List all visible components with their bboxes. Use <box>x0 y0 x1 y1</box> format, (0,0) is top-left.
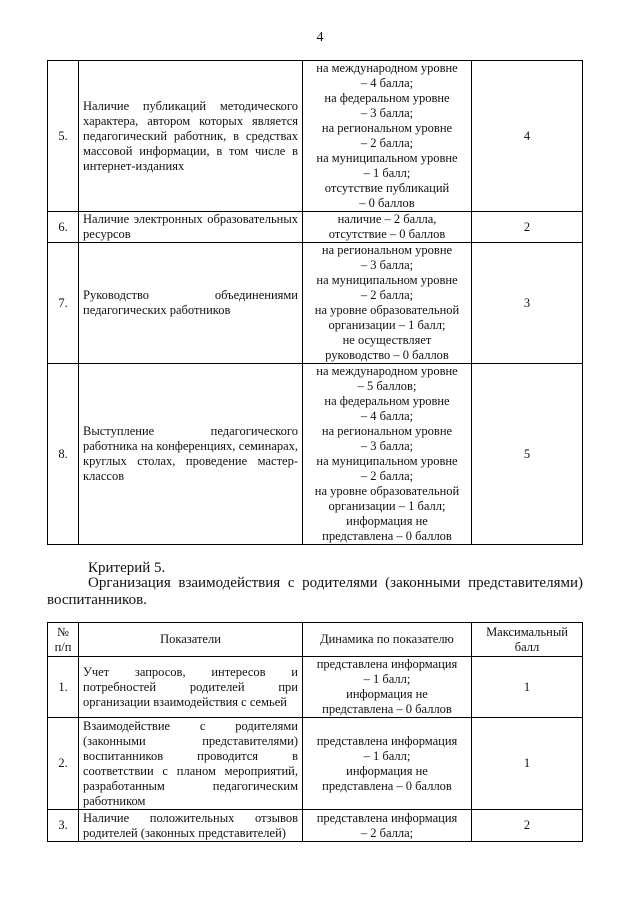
row-number: 3. <box>48 810 79 842</box>
indicator-cell: Учет запросов, интересов и потребностей родителей при организации взаимодействия с семьей <box>79 657 303 718</box>
header-num: № п/п <box>48 623 79 657</box>
dynamics-line: отсутствие – 0 баллов <box>328 227 446 241</box>
header-indicator: Показатели <box>79 623 303 657</box>
dynamics-line: – 2 балла; <box>360 825 414 840</box>
table-row <box>48 718 583 810</box>
indicator-cell: Взаимодействие с родителями (законными представителями) воспитанников проводится в соответствии с планом мероприятий, разработанным педагогическим работником <box>79 718 303 810</box>
dynamics-line: на муниципальном уровне <box>316 273 458 287</box>
dynamics-cell <box>303 212 472 243</box>
dynamics-line: представлена информация <box>316 657 458 671</box>
dynamics-line: представлена информация <box>316 733 458 748</box>
row-number: 2. <box>48 718 79 810</box>
dynamics-line: – 4 балла; <box>360 76 414 90</box>
row-number: 1. <box>48 657 79 718</box>
table-header-row <box>48 623 583 657</box>
max-score: 5 <box>472 364 583 545</box>
dynamics-line: представлена – 0 баллов <box>322 529 452 543</box>
dynamics-line: на региональном уровне <box>321 121 453 135</box>
dynamics-line: – 1 балл; <box>363 748 411 763</box>
indicator-cell: Наличие публикаций методического характера, автором которых является педагогический работник, в средствах массовой информации, в том числе в интернет-изданиях <box>79 61 303 212</box>
table-row <box>48 61 583 212</box>
dynamics-line: руководство – 0 баллов <box>325 348 449 362</box>
dynamics-line: – 3 балла; <box>360 106 414 120</box>
dynamics-line: – 3 балла; <box>360 439 414 453</box>
header-max: Максимальный балл <box>472 623 583 657</box>
dynamics-cell <box>303 718 472 810</box>
dynamics-line: на региональном уровне <box>321 243 453 257</box>
dynamics-line: организации – 1 балл; <box>328 499 446 513</box>
header-dynamics: Динамика по показателю <box>303 623 472 657</box>
indicator-cell: Руководство объединениями педагогических работников <box>79 243 303 364</box>
table-row <box>48 212 583 243</box>
dynamics-cell <box>303 657 472 718</box>
dynamics-line: – 2 балла; <box>360 469 414 483</box>
dynamics-line: на региональном уровне <box>321 424 453 438</box>
dynamics-line: на уровне образовательной <box>314 303 460 317</box>
dynamics-cell <box>303 61 472 212</box>
max-score: 4 <box>472 61 583 212</box>
indicator-cell: Выступление педагогического работника на конференциях, семинарах, круглых столах, проведение мастер-классов <box>79 364 303 545</box>
dynamics-line: – 1 балл; <box>363 672 411 686</box>
max-score: 1 <box>472 718 583 810</box>
max-score: 1 <box>472 657 583 718</box>
criterion-title: Критерий 5. <box>88 560 166 576</box>
dynamics-line: на международном уровне <box>316 364 458 378</box>
table-row <box>48 364 583 545</box>
dynamics-line: представлена информация <box>316 810 458 825</box>
dynamics-cell <box>303 810 472 842</box>
dynamics-line: на уровне образовательной <box>314 484 460 498</box>
dynamics-line: представлена – 0 баллов <box>322 702 452 716</box>
dynamics-line: информация не <box>346 687 428 701</box>
dynamics-line: наличие – 2 балла, <box>337 212 437 226</box>
dynamics-cell <box>303 364 472 545</box>
table-row <box>48 657 583 718</box>
dynamics-line: – 2 балла; <box>360 288 414 302</box>
dynamics-line: не осуществляет <box>342 333 432 347</box>
page-number: 4 <box>316 30 324 45</box>
dynamics-line: на федеральном уровне <box>324 394 450 408</box>
row-number: 7. <box>48 243 79 364</box>
indicator-cell: Наличие положительных отзывов родителей (законных представителей) <box>79 810 303 842</box>
dynamics-line: – 5 баллов; <box>357 379 417 393</box>
dynamics-line: организации – 1 балл; <box>328 318 446 332</box>
dynamics-line: – 3 балла; <box>360 258 414 272</box>
dynamics-line: на международном уровне <box>316 61 458 75</box>
dynamics-line: – 1 балл; <box>363 166 411 180</box>
dynamics-line: отсутствие публикаций <box>324 181 450 195</box>
dynamics-line: на федеральном уровне <box>324 91 450 105</box>
dynamics-cell <box>303 243 472 364</box>
dynamics-line: представлена – 0 баллов <box>322 778 452 793</box>
criteria-table <box>47 622 583 842</box>
dynamics-line: информация не <box>346 763 428 778</box>
max-score: 2 <box>472 810 583 842</box>
table-row <box>48 810 583 842</box>
row-number: 5. <box>48 61 79 212</box>
criteria-table-continued <box>47 60 583 545</box>
dynamics-line: – 4 балла; <box>360 409 414 423</box>
table-row <box>48 243 583 364</box>
max-score: 2 <box>472 212 583 243</box>
dynamics-line: на муниципальном уровне <box>316 151 458 165</box>
indicator-cell: Наличие электронных образовательных ресурсов <box>79 212 303 243</box>
row-number: 8. <box>48 364 79 545</box>
max-score: 3 <box>472 243 583 364</box>
row-number: 6. <box>48 212 79 243</box>
dynamics-line: информация не <box>346 514 428 528</box>
dynamics-line: – 0 баллов <box>359 196 415 210</box>
dynamics-line: на муниципальном уровне <box>316 454 458 468</box>
criterion-description: Организация взаимодействия с родителями (законными представителями) воспитанников. <box>47 575 583 608</box>
dynamics-line: – 2 балла; <box>360 136 414 150</box>
